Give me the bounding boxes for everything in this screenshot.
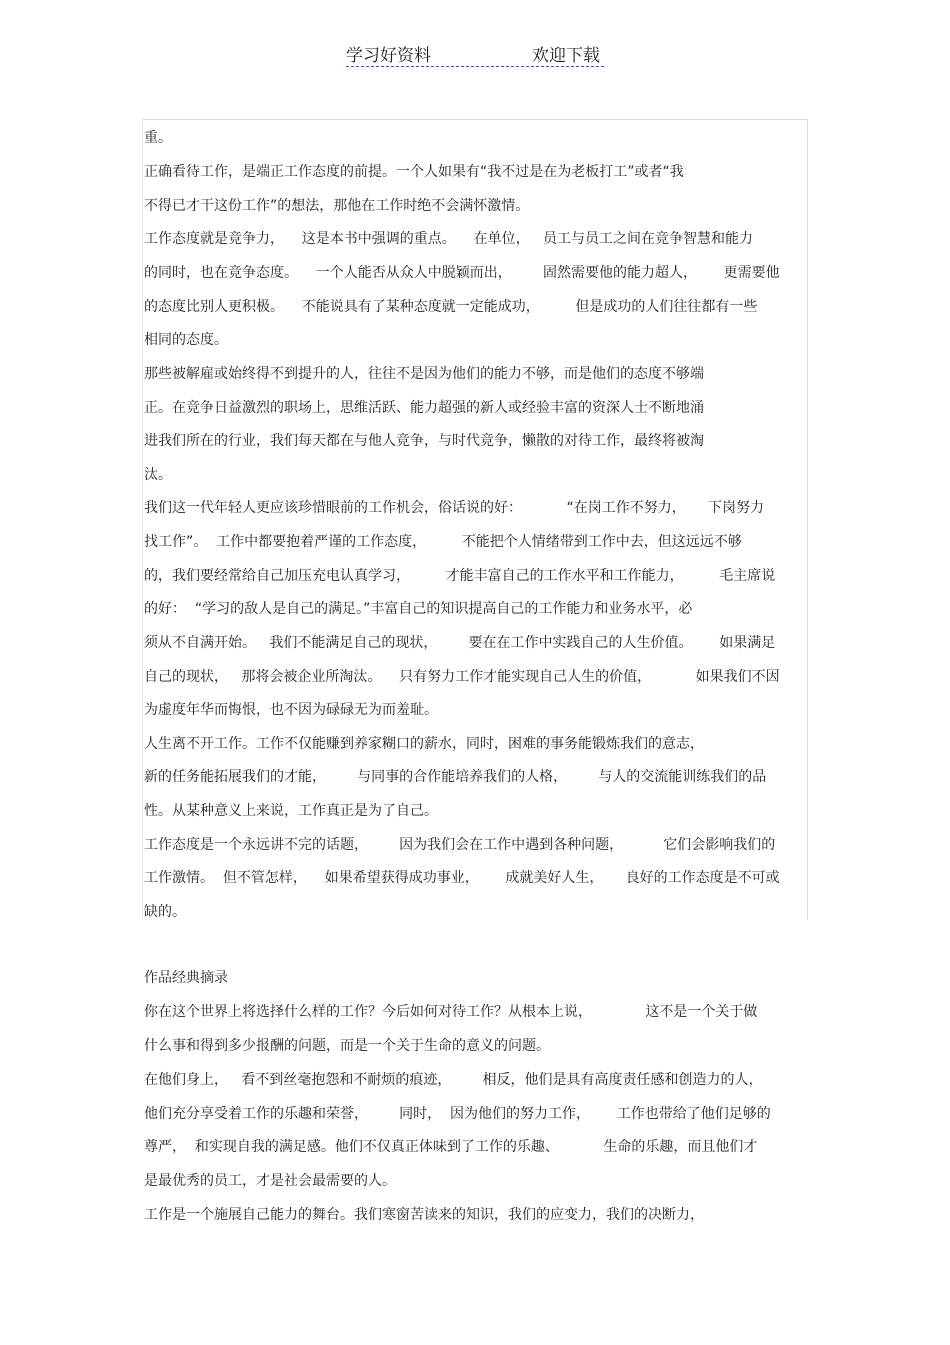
body-line: 汰。 bbox=[144, 467, 172, 483]
body-line: 新的任务能拓展我们的才能， 与同事的合作能培养我们的人格， 与人的交流能训练我们的品 bbox=[144, 769, 767, 785]
body-line: 正。在竞争日益激烈的职场上，思维活跃、能力超强的新人或经验丰富的资深人士不断地涌 bbox=[144, 400, 704, 416]
body-line: 相同的态度。 bbox=[144, 332, 228, 348]
body-line: 正确看待工作，是端正工作态度的前提。一个人如果有“我不过是在为老板打工”或者“我 bbox=[144, 164, 684, 180]
body-line: 的好： “学习的敌人是自己的满足。”丰富自己的知识提高自己的工作能力和业务水平，必 bbox=[144, 601, 693, 617]
body-line: 不得已才干这份工作”的想法，那他在工作时绝不会满怀激情。 bbox=[144, 198, 530, 214]
header-right-text: 欢迎下载 bbox=[532, 46, 600, 66]
page-header bbox=[346, 40, 604, 67]
body-line: 的态度比别人更积极。 不能说具有了某种态度就一定能成功， 但是成功的人们往往都有一些 bbox=[144, 299, 758, 315]
body-line: 那些被解雇或始终得不到提升的人，往往不是因为他们的能力不够，而是他们的态度不够端 bbox=[144, 366, 704, 382]
excerpt-line: 工作是一个施展自己能力的舞台。我们寒窗苦读来的知识，我们的应变力，我们的决断力， bbox=[144, 1207, 704, 1223]
excerpt-line: 尊严， 和实现自我的满足感。他们不仅真正体味到了工作的乐趣、 生命的乐趣，而且他们才 bbox=[144, 1139, 758, 1155]
body-line: 为虚度年华而悔恨，也不因为碌碌无为而羞耻。 bbox=[144, 702, 438, 718]
body-line: 自己的现状， 那将会被企业所淘汰。 只有努力工作才能实现自己人生的价值， 如果我们不因 bbox=[144, 669, 780, 685]
body-line: 重。 bbox=[144, 130, 172, 146]
body-line: 的同时，也在竞争态度。 一个人能否从众人中脱颖而出， 固然需要他的能力超人， 更需要他 bbox=[144, 265, 780, 281]
body-line: 须从不自满开始。 我们不能满足自己的现状， 要在在工作中实践自己的人生价值。 如果满足 bbox=[144, 635, 776, 651]
body-line: 的，我们要经常给自己加压充电认真学习， 才能丰富自己的工作水平和工作能力， 毛主席说 bbox=[144, 568, 776, 584]
excerpt-heading: 作品经典摘录 bbox=[144, 970, 228, 986]
body-line: 性。从某种意义上来说，工作真正是为了自己。 bbox=[144, 803, 438, 819]
body-line: 我们这一代年轻人更应该珍惜眼前的工作机会，俗话说的好： “在岗工作不努力， 下岗努力 bbox=[144, 500, 765, 516]
excerpt-line: 什么事和得到多少报酬的问题，而是一个关于生命的意义的问题。 bbox=[144, 1038, 550, 1054]
body-line: 找工作”。 工作中都要抱着严谨的工作态度， 不能把个人情绪带到工作中去，但这远远不够 bbox=[144, 534, 742, 550]
body-line: 进我们所在的行业，我们每天都在与他人竞争，与时代竞争，懒散的对待工作，最终将被淘 bbox=[144, 433, 704, 449]
excerpt-line: 他们充分享受着工作的乐趣和荣誉， 同时， 因为他们的努力工作， 工作也带给了他们足够的 bbox=[144, 1106, 771, 1122]
header-left-text: 学习好资料 bbox=[346, 46, 431, 66]
body-line: 工作态度是一个永远讲不完的话题， 因为我们会在工作中遇到各种问题， 它们会影响我们的 bbox=[144, 837, 776, 853]
body-line: 人生离不开工作。工作不仅能赚到养家糊口的薪水，同时，困难的事务能锻炼我们的意志， bbox=[144, 736, 704, 752]
body-line: 工作激情。 但不管怎样， 如果希望获得成功事业， 成就美好人生， 良好的工作态度是不可或 bbox=[144, 870, 780, 886]
excerpt-line: 你在这个世界上将选择什么样的工作？今后如何对待工作？从根本上说， 这不是一个关于做 bbox=[144, 1004, 758, 1020]
body-line: 缺的。 bbox=[144, 904, 186, 920]
excerpt-line: 是最优秀的员工，才是社会最需要的人。 bbox=[144, 1173, 396, 1189]
body-line: 工作态度就是竞争力， 这是本书中强调的重点。 在单位， 员工与员工之间在竞争智慧和能力 bbox=[144, 231, 753, 247]
excerpt-line: 在他们身上， 看不到丝毫抱怨和不耐烦的痕迹， 相反，他们是具有高度责任感和创造力的人， bbox=[144, 1072, 763, 1088]
